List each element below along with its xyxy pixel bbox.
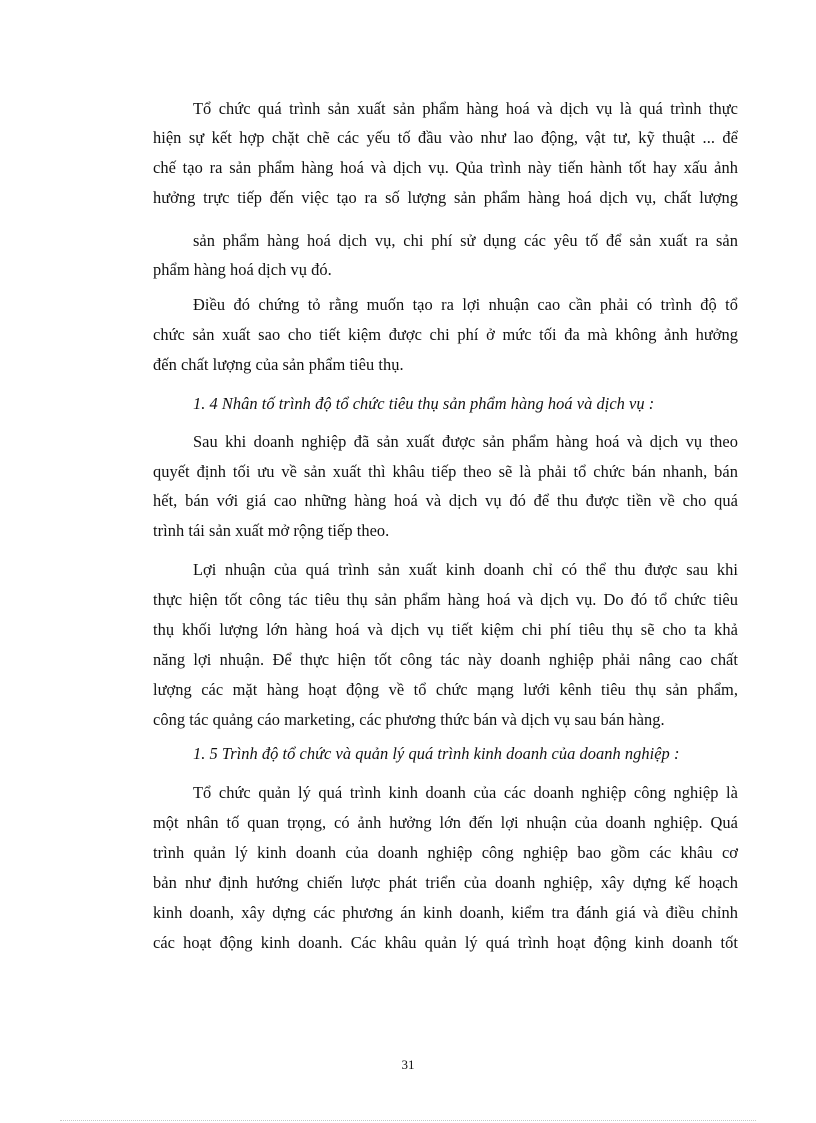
text-line: bản như định hướng chiến lược phát triển của doanh nghiệp, xây dựng kế hoạch	[153, 873, 738, 892]
text-line: năng lợi nhuận. Để thực hiện tốt công tác này doanh nghiệp phải nâng cao chất	[153, 650, 738, 669]
text-line: lượng các mặt hàng hoạt động về tổ chức mạng lưới kênh tiêu thụ sản phẩm,	[153, 680, 738, 699]
page-bottom-divider	[60, 1120, 756, 1121]
text-line: đến chất lượng của sản phẩm tiêu thụ.	[153, 355, 404, 374]
heading-text: 1. 4 Nhân tố trình độ tổ chức tiêu thụ sản phẩm hàng hoá và dịch vụ :	[193, 394, 655, 413]
text-line: quyết định tối ưu về sản xuất thì khâu tiếp theo sẽ là phải tổ chức bán nhanh, bán	[153, 462, 738, 481]
text-line: một nhân tố quan trọng, có ảnh hưởng lớn đến lợi nhuận của doanh nghiệp. Quá	[153, 813, 738, 832]
text-line: công tác quảng cáo marketing, các phương thức bán và dịch vụ sau bán hàng.	[153, 710, 665, 729]
text-line: hết, bán với giá cao những hàng hoá và dịch vụ đó để thu được tiền về cho quá	[153, 491, 738, 510]
text-line: Tổ chức quản lý quá trình kinh doanh của các doanh nghiệp công nghiệp là	[193, 783, 738, 802]
text-line: chức sản xuất sao cho tiết kiệm được chi phí ở mức tối đa mà không ảnh hưởng	[153, 325, 738, 344]
text-line: kinh doanh, xây dựng các phương án kinh doanh, kiểm tra đánh giá và điều chỉnh	[153, 903, 738, 922]
text-line: Tổ chức quá trình sản xuất sản phẩm hàng hoá và dịch vụ là quá trình thực	[193, 99, 738, 118]
text-line: thực hiện tốt công tác tiêu thụ sản phẩm hàng hoá và dịch vụ. Do đó tổ chức tiêu	[153, 590, 738, 609]
text-line: hiện sự kết hợp chặt chẽ các yếu tố đầu vào như lao động, vật tư, kỹ thuật ... để	[153, 128, 738, 147]
text-line: thụ khối lượng lớn hàng hoá và dịch vụ tiết kiệm chi phí tiêu thụ sẽ cho ta khả	[153, 620, 738, 639]
heading-text: 1. 5 Trình độ tổ chức và quản lý quá trình kinh doanh của doanh nghiệp :	[193, 744, 680, 763]
text-line: Sau khi doanh nghiệp đã sản xuất được sản phẩm hàng hoá và dịch vụ theo	[193, 432, 738, 451]
text-line: chế tạo ra sản phẩm hàng hoá và dịch vụ. Qủa trình này tiến hành tốt hay xấu ảnh	[153, 158, 738, 177]
page-number: 31	[401, 1057, 415, 1072]
text-line: Lợi nhuận của quá trình sản xuất kinh doanh chỉ có thể thu được sau khi	[193, 560, 738, 579]
text-line: hưởng trực tiếp đến việc tạo ra số lượng sản phẩm hàng hoá dịch vụ, chất lượng	[153, 188, 738, 207]
text-line: phẩm hàng hoá dịch vụ đó.	[153, 260, 332, 279]
text-line: các hoạt động kinh doanh. Các khâu quản lý quá trình hoạt động kinh doanh tốt	[153, 933, 738, 952]
text-line: sản phẩm hàng hoá dịch vụ, chi phí sử dụng các yêu tố để sản xuất ra sản	[193, 231, 738, 250]
text-line: Điều đó chứng tỏ rằng muốn tạo ra lợi nhuận cao cần phải có trình độ tổ	[193, 295, 738, 314]
text-line: trình quản lý kinh doanh của doanh nghiệp công nghiệp bao gồm các khâu cơ	[153, 843, 738, 862]
text-line: trình tái sản xuất mở rộng tiếp theo.	[153, 521, 390, 540]
